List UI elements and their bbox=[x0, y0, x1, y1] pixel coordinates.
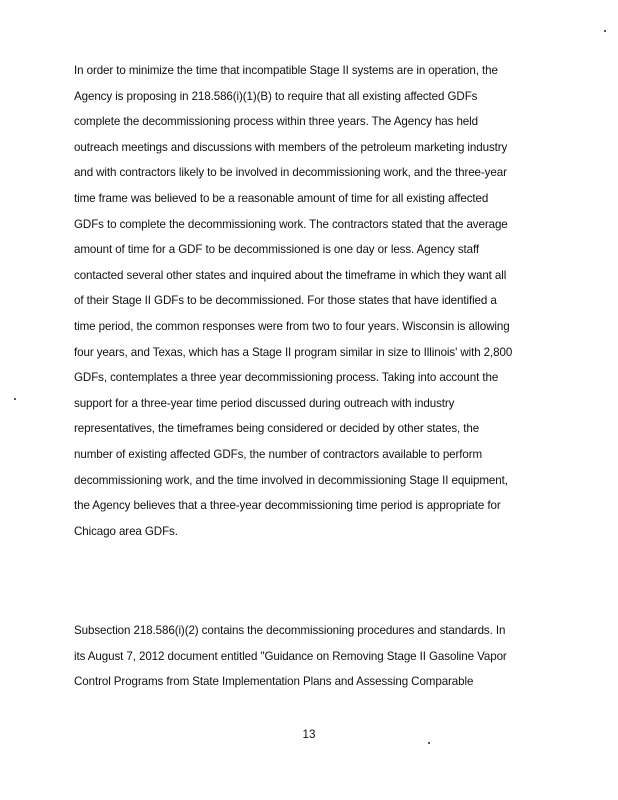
scan-speck bbox=[14, 398, 16, 400]
text-line: amount of time for a GDF to be decommissioned is one day or less. Agency staff bbox=[74, 243, 480, 257]
text-line: time frame was believed to be a reasonable amount of time for all existing affected bbox=[74, 191, 489, 205]
text-line: In order to minimize the time that incompatible Stage II systems are in operation, the bbox=[74, 64, 498, 77]
text-line: four years, and Texas, which has a Stage II program similar in size to Illinois' with 2,800 bbox=[74, 345, 513, 359]
text-line: support for a three-year time period discussed during outreach with industry bbox=[74, 396, 455, 410]
text-line: complete the decommissioning process within three years. The Agency has held bbox=[74, 115, 478, 129]
scan-speck bbox=[604, 30, 606, 32]
paragraph-decommissioning-timeframe bbox=[74, 58, 544, 544]
text-line: Subsection 218.586(i)(2) contains the decommissioning procedures and standards. In bbox=[74, 624, 506, 637]
text-line: decommissioning work, and the time involved in decommissioning Stage II equipment, bbox=[74, 473, 508, 487]
text-line: Control Programs from State Implementation Plans and Assessing Comparable bbox=[74, 675, 474, 689]
text-line: outreach meetings and discussions with members of the petroleum marketing industry bbox=[74, 140, 508, 154]
paragraph-decommissioning-procedures bbox=[74, 618, 544, 695]
scan-speck bbox=[428, 742, 430, 744]
text-line: number of existing affected GDFs, the number of contractors available to perform bbox=[74, 447, 483, 461]
text-line: GDFs, contemplates a three year decommissioning process. Taking into account the bbox=[74, 371, 499, 385]
text-line: representatives, the timeframes being considered or decided by other states, the bbox=[74, 422, 480, 436]
text-line: its August 7, 2012 document entitled "Guidance on Removing Stage II Gasoline Vapor bbox=[74, 649, 507, 663]
text-line: contacted several other states and inquired about the timeframe in which they want all bbox=[74, 268, 507, 282]
text-line: Chicago area GDFs. bbox=[74, 524, 178, 538]
text-line: GDFs to complete the decommissioning work. The contractors stated that the average bbox=[74, 217, 508, 231]
text-line: of their Stage II GDFs to be decommissioned. For those states that have identified a bbox=[74, 294, 497, 308]
page-number: 13 bbox=[302, 728, 316, 741]
text-line: Agency is proposing in 218.586(i)(1)(B) to require that all existing affected GDFs bbox=[74, 89, 478, 103]
text-line: and with contractors likely to be involved in decommissioning work, and the three-year bbox=[74, 166, 507, 180]
text-line: the Agency believes that a three-year decommissioning time period is appropriate for bbox=[74, 499, 501, 513]
text-line: time period, the common responses were from two to four years. Wisconsin is allowing bbox=[74, 319, 510, 333]
